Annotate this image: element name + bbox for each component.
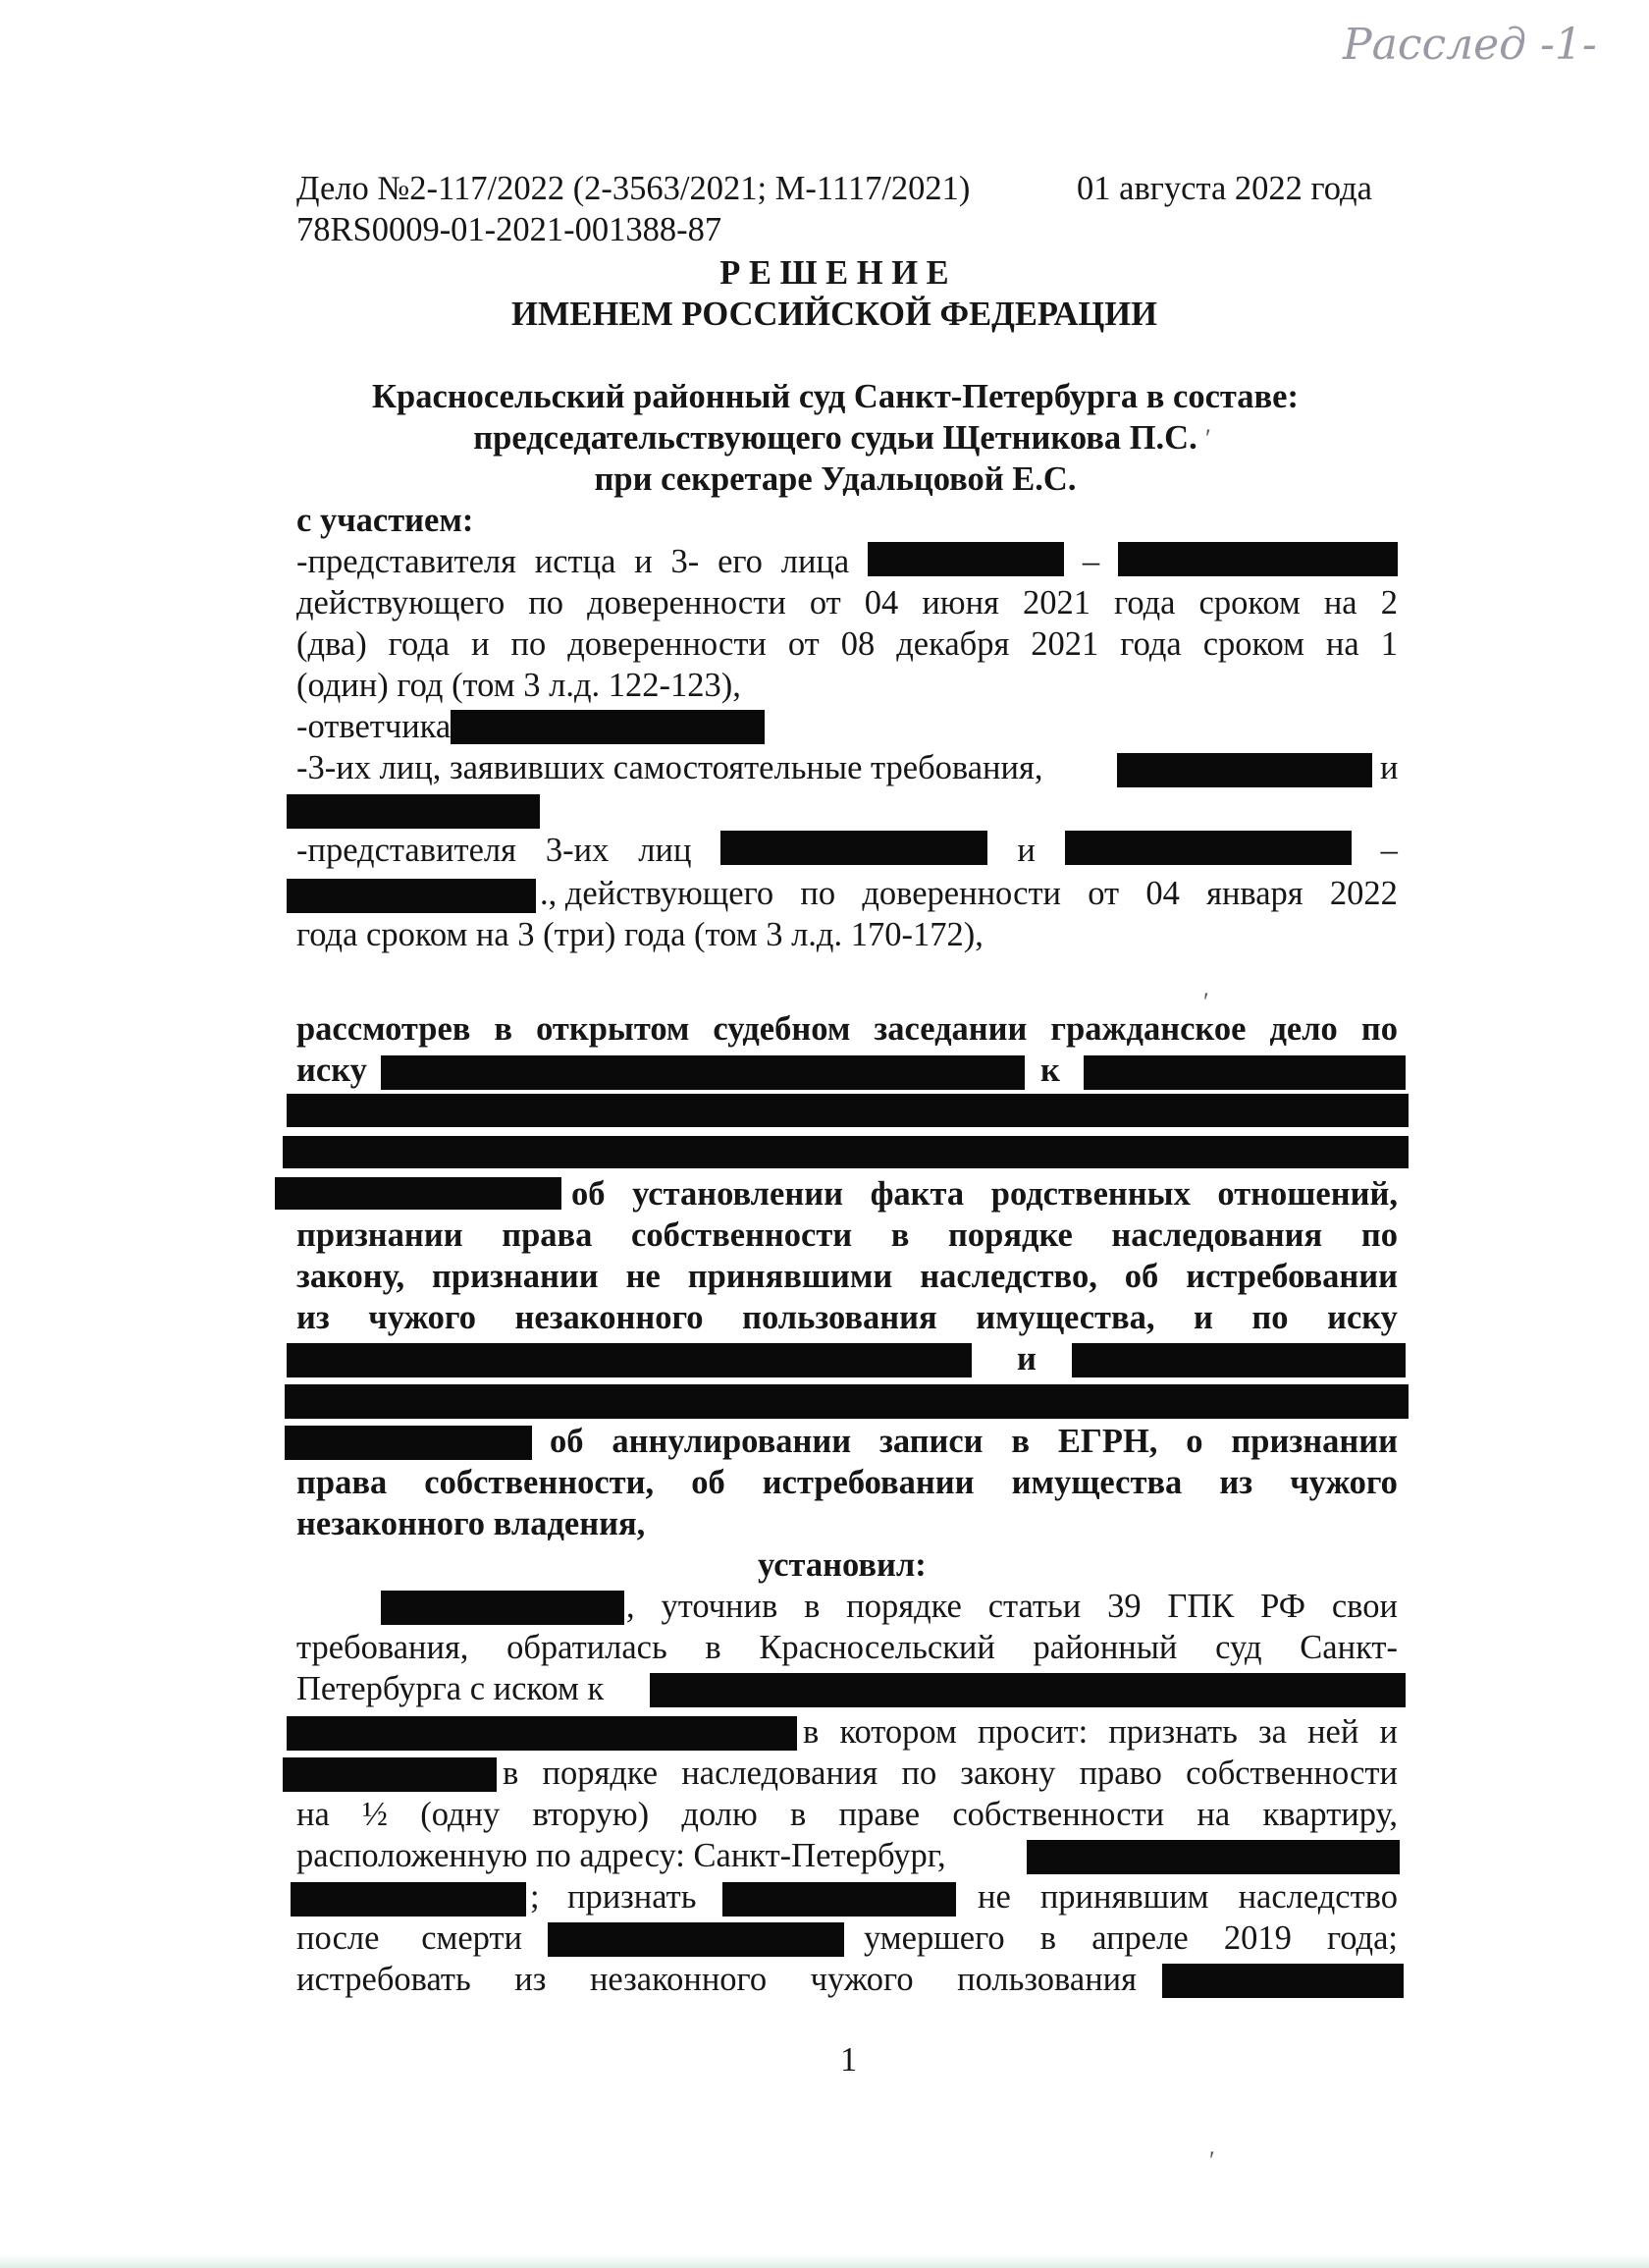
text-word: заседании xyxy=(874,1010,1028,1048)
body-line-5 xyxy=(503,1754,1398,1793)
text-word: закону, xyxy=(296,1258,405,1295)
text-word: об xyxy=(550,1423,584,1460)
third-parties-line xyxy=(296,748,1042,787)
text-word: порядке xyxy=(948,1216,1073,1254)
text-word: (два) xyxy=(296,625,367,663)
redaction-block xyxy=(720,831,987,865)
consideration-line-g: незаконного владения, xyxy=(296,1505,646,1542)
body-line-10 xyxy=(296,1960,1137,1999)
rep-attorney-line-1 xyxy=(296,583,1398,622)
text-word: РФ xyxy=(1260,1588,1305,1625)
text-word: по xyxy=(528,584,564,621)
text-word: записи xyxy=(878,1423,984,1460)
text-word: о xyxy=(1186,1423,1203,1460)
text-word: действующего xyxy=(296,584,505,621)
text-word: в xyxy=(890,1216,910,1254)
text-word: требования, xyxy=(296,1629,469,1666)
text-word: незаконного xyxy=(514,1299,704,1336)
document-subtitle: ИМЕНЕМ РОССИЙСКОЙ ФЕДЕРАЦИИ xyxy=(511,296,1157,333)
text-word: по xyxy=(1360,1216,1398,1254)
redaction-block xyxy=(275,1177,561,1210)
text-word: закону xyxy=(960,1755,1056,1792)
text-word: наследования xyxy=(1111,1216,1323,1254)
third-party-attorney-line-2: года сроком на 3 (три) года (том 3 л.д. 170-172), xyxy=(296,916,984,953)
text-word: ЕГРН, xyxy=(1057,1423,1158,1460)
text-word: собственности xyxy=(952,1796,1165,1833)
text-word: после xyxy=(296,1919,380,1957)
conjunction-and: и xyxy=(1017,1340,1037,1377)
body-line-3: Петербурга с иском к xyxy=(296,1670,605,1707)
text-word: имущества, xyxy=(976,1299,1155,1336)
text-word: 08 xyxy=(840,625,876,663)
redaction-block xyxy=(1118,542,1398,576)
text-word: смерти xyxy=(421,1919,522,1957)
suit-label: иску xyxy=(296,1052,367,1089)
body-line-8-recognize: признать xyxy=(567,1878,697,1916)
text-word: в xyxy=(803,1713,820,1751)
text-word: по xyxy=(1360,1010,1398,1048)
text-word: по xyxy=(901,1755,937,1792)
text-word: родственных xyxy=(990,1175,1191,1213)
text-word: по xyxy=(1251,1299,1289,1336)
redaction-block xyxy=(287,1716,797,1751)
text-word: вторую) xyxy=(532,1796,650,1833)
text-word: ГПК xyxy=(1167,1588,1235,1625)
text-word: и xyxy=(1379,1713,1398,1751)
text-word: года xyxy=(1120,625,1182,663)
text-word: просит: xyxy=(977,1713,1089,1751)
redaction-block xyxy=(283,1757,497,1792)
text-word: истребовании xyxy=(762,1464,975,1501)
text-word: в xyxy=(1011,1423,1031,1460)
text-word: из xyxy=(296,1299,330,1336)
text-word: права xyxy=(502,1216,593,1254)
text-word: -представителя xyxy=(296,832,516,869)
text-word: об xyxy=(691,1464,725,1501)
rep-word: и xyxy=(634,543,653,580)
text-word: доверенности xyxy=(567,625,767,663)
text-word: чужого xyxy=(810,1961,914,1998)
text-word: квартиру, xyxy=(1262,1796,1398,1833)
body-line-7: расположенную по адресу: Санкт-Петербург, xyxy=(296,1837,946,1874)
text-word: не xyxy=(625,1258,661,1295)
rep-word: истца xyxy=(534,543,616,580)
text-word: в xyxy=(804,1588,821,1625)
text-word: – xyxy=(1380,832,1398,869)
redaction-block xyxy=(868,542,1064,576)
text-word: по xyxy=(510,625,547,663)
text-word: января xyxy=(1206,875,1303,912)
redaction-block xyxy=(287,1343,972,1377)
text-word: от xyxy=(1088,875,1120,912)
text-word: признании xyxy=(296,1216,463,1254)
consideration-line-b xyxy=(296,1215,1398,1255)
text-word: от xyxy=(787,625,820,663)
rep-attorney-line-3: (один) год (том 3 л.д. 122-123), xyxy=(296,667,741,704)
rep-word: -представителя xyxy=(296,543,516,580)
text-word: порядке xyxy=(542,1755,659,1792)
redaction-block xyxy=(451,710,765,744)
redaction-block xyxy=(285,1384,1409,1419)
redaction-block xyxy=(1027,1840,1400,1874)
text-word: в xyxy=(705,1629,721,1666)
presiding-judge: председательствующего судьи Щетникова П.С. xyxy=(473,419,1197,457)
document-title: Р Е Ш Е Н И Е xyxy=(719,254,949,292)
text-word: истребовании xyxy=(1186,1258,1398,1295)
against-label: к xyxy=(1040,1052,1060,1089)
body-line-1 xyxy=(626,1587,1398,1626)
text-word: районный xyxy=(1033,1629,1178,1666)
scan-bottom-edge xyxy=(0,2254,1649,2268)
text-word: праве xyxy=(838,1796,921,1833)
text-word: сроком xyxy=(1202,625,1304,663)
text-word: отношений, xyxy=(1217,1175,1398,1213)
redaction-block xyxy=(283,1136,1409,1168)
decision-date: 01 августа 2022 года xyxy=(1077,170,1372,207)
text-word: собственности xyxy=(1186,1755,1398,1792)
text-word: принявшими xyxy=(687,1258,893,1295)
text-word: в xyxy=(1039,1919,1057,1957)
page-number: 1 xyxy=(840,2041,858,2079)
text-word: 39 xyxy=(1107,1588,1142,1625)
text-word: от xyxy=(809,584,841,621)
text-word: наследования xyxy=(681,1755,878,1792)
text-word: апреле xyxy=(1091,1919,1189,1957)
text-word: ней xyxy=(1307,1713,1359,1751)
redaction-block xyxy=(1065,831,1352,865)
case-number: Дело №2-117/2022 (2-3563/2021; М-1117/2021) xyxy=(296,170,971,207)
redaction-block xyxy=(548,1922,844,1957)
text-word: пользования xyxy=(742,1299,937,1336)
consideration-line-f xyxy=(296,1463,1398,1502)
body-line-8-semicolon: ; xyxy=(530,1878,540,1916)
registry-number: 78RS0009-01-2021-001388-87 xyxy=(296,211,722,248)
text-word: признании xyxy=(1231,1423,1398,1460)
body-line-4 xyxy=(803,1712,1398,1752)
text-word: об xyxy=(1124,1258,1159,1295)
consideration-line-d xyxy=(296,1298,1398,1337)
redaction-block xyxy=(287,1094,1409,1127)
text-word: года xyxy=(1114,584,1176,621)
third-parties-label: -3-их лиц, заявивших самостоятельные требования, xyxy=(296,749,1043,786)
conjunction-and: и xyxy=(1380,749,1399,786)
redaction-block xyxy=(285,1426,532,1460)
redaction-block xyxy=(287,879,536,913)
rep-dash: – xyxy=(1082,543,1100,580)
redaction-block xyxy=(1072,1343,1406,1377)
text-word: об xyxy=(571,1175,606,1213)
text-word: ., действующего xyxy=(540,875,774,912)
text-word: свои xyxy=(1331,1588,1398,1625)
text-word: в xyxy=(503,1755,519,1792)
text-word: сроком xyxy=(1198,584,1301,621)
text-word: лиц xyxy=(638,832,692,869)
text-word: наследство xyxy=(1238,1878,1398,1916)
text-word: 2021 xyxy=(1022,584,1090,621)
secretary: при секретаре Удальцовой Е.С. xyxy=(594,460,1077,498)
scan-mark: ′ xyxy=(1209,2146,1215,2175)
redaction-block xyxy=(722,1882,956,1917)
text-word: 2022 xyxy=(1329,875,1398,912)
text-word: пользования xyxy=(957,1961,1137,1998)
text-word: дело xyxy=(1269,1010,1338,1048)
redaction-block xyxy=(381,1055,1025,1090)
text-word: года xyxy=(388,625,451,663)
rep-word: лица xyxy=(780,543,850,580)
text-word: порядке xyxy=(846,1588,962,1625)
text-word: (одну xyxy=(420,1796,501,1833)
text-word: признании xyxy=(432,1258,599,1295)
text-word: имущества xyxy=(1011,1464,1183,1501)
scan-mark: ′ xyxy=(1203,988,1209,1016)
text-word: и xyxy=(1017,832,1036,869)
text-word: судебном xyxy=(713,1010,851,1048)
text-word: и xyxy=(1194,1299,1213,1336)
text-word: Санкт- xyxy=(1300,1629,1398,1666)
established-heading: установил: xyxy=(758,1546,927,1584)
text-word: право xyxy=(1079,1755,1162,1792)
text-word: аннулировании xyxy=(612,1423,852,1460)
text-word: суд xyxy=(1215,1629,1262,1666)
text-word: права xyxy=(296,1464,388,1501)
text-word: 1 xyxy=(1380,625,1398,663)
body-line-8 xyxy=(978,1877,1398,1917)
text-word: июня xyxy=(922,584,999,621)
text-word: доверенности xyxy=(862,875,1061,912)
redaction-block xyxy=(1162,1964,1404,1998)
text-word: из xyxy=(514,1961,547,1998)
text-word: чужого xyxy=(1290,1464,1398,1501)
consideration-line-e xyxy=(550,1422,1398,1461)
text-word: не xyxy=(978,1878,1011,1916)
body-line-9a xyxy=(296,1918,522,1958)
text-word: по xyxy=(800,875,836,912)
text-word: декабря xyxy=(896,625,1010,663)
text-word: 3-их xyxy=(545,832,610,869)
third-party-attorney-line xyxy=(540,874,1398,913)
text-word: факта xyxy=(870,1175,965,1213)
third-party-rep-line xyxy=(296,831,1398,870)
text-word: , xyxy=(626,1588,635,1625)
body-line-9b xyxy=(864,1918,1398,1958)
text-word: на xyxy=(1323,584,1357,621)
text-word: 2019 xyxy=(1223,1919,1292,1957)
text-word: в xyxy=(494,1010,513,1048)
body-line-2 xyxy=(296,1628,1398,1667)
text-word: собственности xyxy=(631,1216,853,1254)
court-composition: Красносельский районный суд Санкт-Петербурга в составе: xyxy=(372,378,1299,415)
text-word: на xyxy=(1197,1796,1231,1833)
text-word: чужого xyxy=(368,1299,476,1336)
body-line-6 xyxy=(296,1795,1398,1834)
text-word: на xyxy=(1325,625,1359,663)
text-word: наследство, xyxy=(920,1258,1097,1295)
defendant-label: -ответчика xyxy=(296,708,452,745)
defendant-line xyxy=(296,707,765,746)
text-word: открытом xyxy=(536,1010,690,1048)
redaction-block xyxy=(381,1591,624,1625)
text-word: в xyxy=(790,1796,807,1833)
rep-word: 3- xyxy=(670,543,700,580)
text-word: рассмотрев xyxy=(296,1010,471,1048)
participants-heading: с участием: xyxy=(296,502,474,539)
redaction-block xyxy=(1117,753,1372,787)
redaction-block xyxy=(287,794,540,829)
text-word: котором xyxy=(839,1713,957,1751)
redaction-block xyxy=(1084,1055,1406,1090)
text-word: 2 xyxy=(1380,584,1398,621)
text-word: истребовать xyxy=(296,1961,471,1998)
text-word: обратилась xyxy=(506,1629,667,1666)
consideration-line-c xyxy=(296,1257,1398,1296)
text-word: гражданское xyxy=(1050,1010,1247,1048)
rep-attorney-line-2 xyxy=(296,624,1398,664)
text-word: за xyxy=(1257,1713,1287,1751)
text-word: иску xyxy=(1327,1299,1398,1336)
text-word: долю xyxy=(681,1796,758,1833)
redaction-block xyxy=(650,1673,1406,1707)
consideration-facts-line xyxy=(571,1174,1398,1214)
text-word: Красносельский xyxy=(759,1629,995,1666)
text-word: статьи xyxy=(987,1588,1082,1625)
rep-word: его xyxy=(718,543,763,580)
text-word: признать xyxy=(1108,1713,1238,1751)
text-word: доверенности xyxy=(587,584,786,621)
text-word: умершего xyxy=(864,1919,1005,1957)
text-word: 2021 xyxy=(1031,625,1099,663)
text-word: и xyxy=(471,625,490,663)
redaction-block xyxy=(291,1882,526,1917)
text-word: установлении xyxy=(632,1175,843,1213)
text-word: 04 xyxy=(864,584,899,621)
text-word: незаконного xyxy=(589,1961,768,1998)
text-word: из xyxy=(1219,1464,1253,1501)
text-word: уточнив xyxy=(661,1588,778,1625)
consideration-line-1 xyxy=(296,1009,1398,1049)
text-word: принявшим xyxy=(1039,1878,1209,1916)
handwritten-annotation: Расслед -1- xyxy=(1343,20,1597,70)
text-word: года; xyxy=(1326,1919,1398,1957)
representative-line xyxy=(296,542,1398,581)
text-word: 04 xyxy=(1145,875,1180,912)
text-word: ½ xyxy=(362,1796,388,1833)
text-word: на xyxy=(296,1796,330,1833)
text-word: собственности, xyxy=(424,1464,655,1501)
scan-mark: ′ xyxy=(1205,424,1211,453)
